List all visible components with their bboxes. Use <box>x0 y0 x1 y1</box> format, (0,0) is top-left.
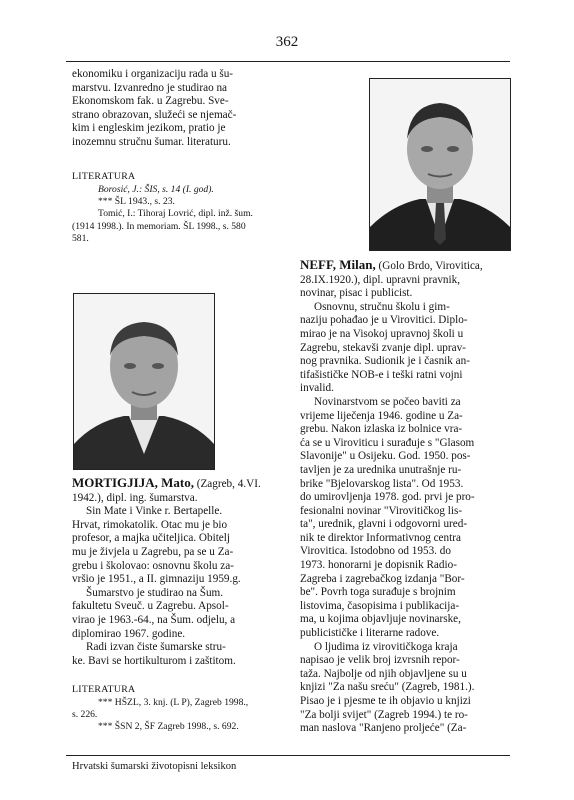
text-line: Ekonomskom fak. u Zagrebu. Sve- <box>72 95 229 108</box>
text-line: invalid. <box>300 382 334 395</box>
portrait-mortigjija <box>73 293 215 470</box>
literature-item: *** ŠSN 2, ŠF Zagreb 1998., s. 692. <box>98 721 239 733</box>
text-line: be". Povrh toga surađuje s brojnim <box>300 586 456 599</box>
literature-heading: LITERATURA <box>72 684 136 695</box>
running-footer: Hrvatski šumarski životopisni leksikon <box>72 761 237 772</box>
text-line: grebu i školovao: osnovnu školu za- <box>72 559 234 572</box>
text-line: profesor, a majka učiteljica. Obitelj <box>72 532 230 545</box>
text-line: virao je 1963.-64., na Šum. odjelu, a <box>72 613 236 626</box>
text-line: vršio je 1951., a II. gimnaziju 1959.g. <box>72 573 241 586</box>
entry-neff <box>300 258 510 736</box>
left-column-continuation <box>72 68 290 150</box>
text-line: grebu. Nakon izlaska iz bolnice vra- <box>300 423 463 436</box>
text-line: O ljudima iz virovitičkoga kraja <box>314 640 458 653</box>
text-line: Zagreba i zagrebačkog izdanja "Bor- <box>300 572 465 585</box>
footer-rule <box>66 755 510 756</box>
text-line: Pisao je i pjesme te ih objavio u knjizi <box>300 695 471 707</box>
text-line: Virovitica. Istodobno od 1953. do <box>300 545 451 558</box>
text-line: nog pravnika. Sudionik je i časnik an- <box>300 355 470 368</box>
literature-item: Borosić, J.: ŠIS, s. 14 (I. god). <box>98 183 214 195</box>
text-line: novinar, pisac i publicist. <box>300 287 413 300</box>
text-line: inozemnu stručnu šumar. literaturu. <box>72 135 231 148</box>
text-line: kim i engleskim jezikom, pratio je <box>72 122 226 135</box>
text-line: mirao je na Visokoj upravnoj školi u <box>300 327 464 340</box>
portrait-image <box>370 79 510 250</box>
text-line: do umirovljenja 1978. god. prvi je pro- <box>300 491 475 504</box>
page-number: 362 <box>275 34 299 50</box>
text-line: ke. Bavi se hortikulturom i zaštitom. <box>72 654 236 667</box>
portrait-image <box>74 294 214 469</box>
text-line: vrijeme liječenja 1946. godine u Za- <box>300 409 463 422</box>
entry-first-line: MORTIGJIJA, Mato, (Zagreb, 4.VI. <box>72 475 261 490</box>
text-line: ekonomiku i organizaciju rada u šu- <box>72 68 234 80</box>
text-line: Šumarstvo je studirao na Šum. <box>86 586 224 599</box>
text-line: strano obrazovan, služeći se njemač- <box>72 108 237 121</box>
text-line: brike "Bjelovarskog lista". Od 1953. <box>300 477 464 490</box>
literature-block-1 <box>72 170 290 246</box>
headword: NEFF, Milan, <box>300 257 376 272</box>
text-line: Hrvat, rimokatolik. Otac mu je bio <box>72 518 228 531</box>
text-line: Novinarstvom se počeo baviti za <box>314 395 461 408</box>
text-line: Osnovnu, stručnu školu i gim- <box>314 300 450 313</box>
text-line: 1973. honorarni je dopisnik Radio- <box>300 559 457 572</box>
text-line: Zagrebu, stekavši zvanje dipl. uprav- <box>300 341 466 354</box>
text-line: ća se u Viroviticu i surađuje s "Glasom <box>300 436 475 449</box>
text-line: marstvu. Izvanredno je studirao na <box>72 81 228 94</box>
literature-item: *** ŠL 1943., s. 23. <box>98 196 175 207</box>
literature-item: *** HŠZL, 3. knj. (L P), Zagreb 1998., <box>98 696 249 708</box>
text-line: mu je živjela u Zagrebu, pa se u Za- <box>72 545 234 558</box>
text-line: knjizi "Za našu sreću" (Zagreb, 1981.). <box>300 681 475 694</box>
text-line: diplomirao 1967. godine. <box>72 627 186 640</box>
literature-block-2 <box>72 683 290 734</box>
literature-heading: LITERATURA <box>72 171 136 182</box>
text-line: tifašističke NOB-e i teški ratni vojni <box>300 368 463 381</box>
text-line: "Za bolji svijet" (Zagreb 1994.) te ro- <box>300 708 468 721</box>
text-line: napisao je velik broj izvrsnih repor- <box>300 654 460 667</box>
entry-mortigjija <box>72 476 290 668</box>
literature-item: s. 226. <box>72 709 98 720</box>
literature-item: 581. <box>72 233 89 245</box>
text-line: fakultetu Sveuč. u Zagrebu. Apsol- <box>72 600 229 613</box>
text-line: Sin Mate i Vinke r. Bertapelle. <box>86 505 223 518</box>
text-line: 1942.), dipl. ing. šumarstva. <box>72 491 198 504</box>
text-line: Radi izvan čiste šumarske stru- <box>86 641 226 654</box>
text-line: taža. Najbolje od njih objavljene su u <box>300 667 467 680</box>
text-line: ma, u kojima objavljuje novinarske, <box>300 613 461 626</box>
portrait-neff <box>369 78 511 251</box>
text-line: naziju pohađao je u Virovitici. Diplo- <box>300 314 468 327</box>
text-line: tavljen je za urednika unutrašnje ru- <box>300 463 462 476</box>
literature-item: Tomić, I.: Tihoraj Lovrić, dipl. inž. šum. <box>98 208 253 220</box>
text-line: listovima, časopisima i publikacija- <box>300 599 460 612</box>
literature-item: (1914 1998.). In memoriam. ŠL 1998., s. 580 <box>72 220 246 232</box>
text-line: publicističke i literarne radove. <box>300 627 440 640</box>
header-rule <box>66 61 510 62</box>
text-line: Slavonije" u Osijeku. God. 1950. pos- <box>300 450 471 463</box>
text-line: man naslova "Ranjeno proljeće" (Za- <box>300 722 467 735</box>
headword: MORTIGJIJA, Mato, <box>72 475 194 490</box>
text-line: nik te direktor Informativnog centra <box>300 531 461 544</box>
text-line: 28.IX.1920.), dipl. upravni pravnik, <box>300 273 461 286</box>
text-line: fesionalni novinar "Virovitičkog lis- <box>300 504 463 517</box>
entry-first-line: NEFF, Milan, (Golo Brdo, Virovitica, <box>300 257 483 272</box>
text-line: ta", urednik, glavni i odgovorni ured- <box>300 518 468 531</box>
